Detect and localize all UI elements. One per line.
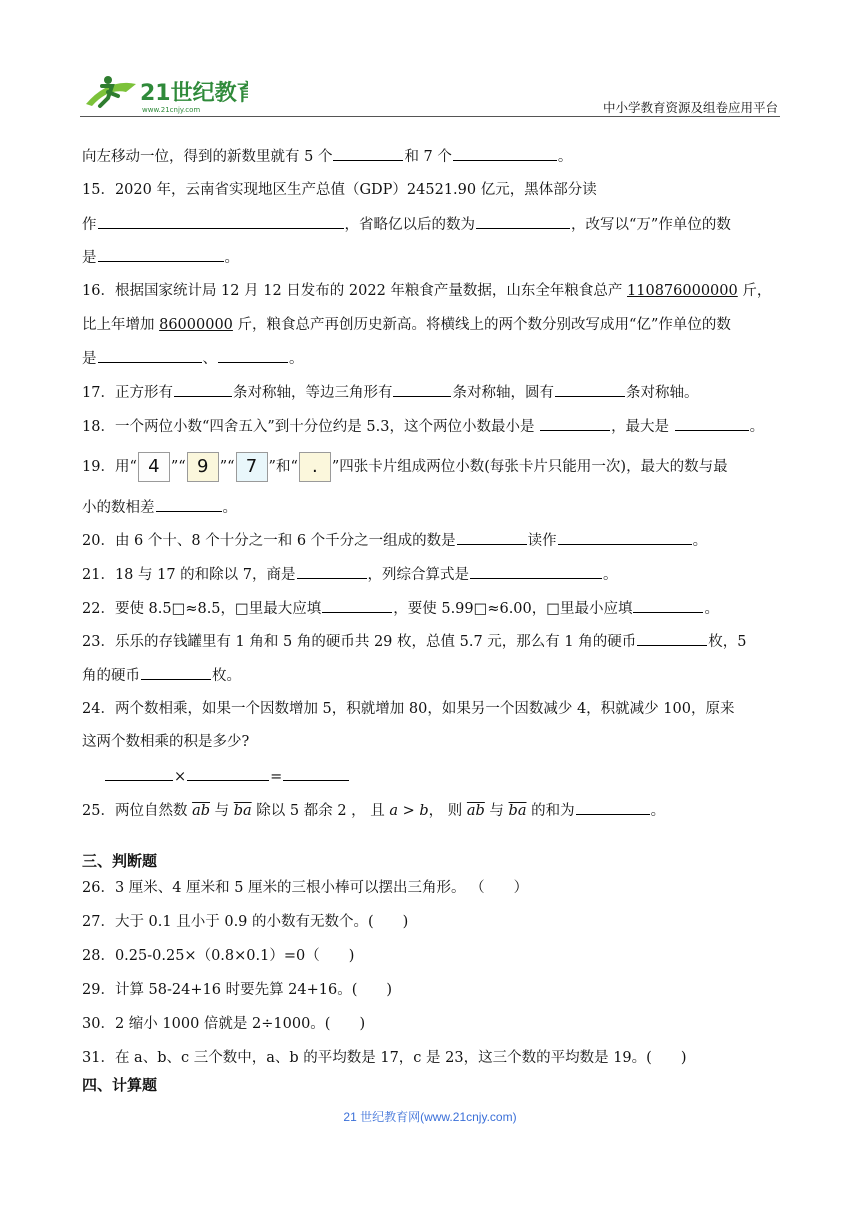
answer-blank[interactable]	[105, 766, 173, 781]
question-16-line2: 比上年增加 86000000 斤，粮食总产再创历史新高。将横线上的两个数分别改写成用“亿”作单位的数	[82, 317, 731, 333]
question-24-line2: 这两个数相乘的积是多少?	[82, 734, 250, 750]
answer-blank[interactable]	[297, 564, 367, 579]
number-card: 9	[187, 452, 219, 482]
question-19-line2: 小的数相差 。	[82, 497, 237, 518]
answer-blank[interactable]	[156, 497, 222, 512]
answer-blank[interactable]	[633, 598, 703, 613]
answer-blank[interactable]	[283, 766, 349, 781]
question-26: 26．3 厘米、4 厘米和 5 厘米的三根小棒可以摆出三角形。 （ ）	[82, 880, 529, 896]
answer-blank[interactable]	[453, 146, 557, 161]
answer-blank[interactable]	[555, 382, 625, 397]
answer-blank[interactable]	[393, 382, 451, 397]
question-31: 31．在 a、b、c 三个数中，a、b 的平均数是 17，c 是 23，这三个数的平均数是 19。( )	[82, 1050, 687, 1066]
answer-blank[interactable]	[98, 348, 202, 363]
question-15-line2: 作 ，省略亿以后的数为 ，改写以“万”作单位的数	[82, 214, 731, 235]
question-21: 21．18 与 17 的和除以 7，商是 ，列综合算式是 。	[82, 564, 618, 585]
question-16-line3: 是 、 。	[82, 348, 304, 369]
underlined-number: 110876000000	[627, 283, 738, 299]
section-title-judgement: 三、判断题	[82, 852, 158, 870]
question-25: 25．两位自然数 $\overline{ab}$ 与 $\overline{ba}$ 除以 5 都余 2 ， 且 a > b， 则 $\overline{ab}$ 与 $\overline{ba}$ 的和为 。	[82, 800, 665, 821]
underlined-number: 86000000	[159, 317, 233, 333]
answer-blank[interactable]	[98, 214, 344, 229]
logo-url: www.21cnjy.com	[142, 106, 201, 114]
question-24-equation: × =	[104, 766, 350, 787]
condition: a > b	[389, 803, 429, 819]
question-27: 27．大于 0.1 且小于 0.9 的小数有无数个。( )	[82, 914, 409, 930]
platform-name: 中小学教育资源及组卷应用平台	[602, 100, 778, 115]
question-20: 20．由 6 个十、8 个十分之一和 6 个千分之一组成的数是 读作 。	[82, 530, 707, 551]
answer-blank[interactable]	[576, 800, 650, 815]
site-logo	[78, 70, 248, 116]
header-divider	[80, 116, 780, 117]
section-title-calculation: 四、计算题	[82, 1076, 158, 1094]
answer-blank[interactable]	[637, 631, 707, 646]
question-17: 17．正方形有 条对称轴，等边三角形有 条对称轴，圆有 条对称轴。	[82, 382, 698, 403]
number-ab: $\overline{ab}$	[192, 803, 210, 819]
answer-blank[interactable]	[476, 214, 570, 229]
question-22: 22．要使 8.5□≈8.5，□里最大应填 ，要使 5.99□≈6.00，□里最小应填 。	[82, 598, 719, 619]
number-card: 7	[236, 452, 268, 482]
number-ba: $\overline{ba}$	[233, 803, 252, 819]
answer-blank[interactable]	[457, 530, 527, 545]
answer-blank[interactable]	[141, 665, 211, 680]
question-24: 24．两个数相乘，如果一个因数增加 5，积就增加 80，如果另一个因数减少 4，积就减少 100，原来	[82, 701, 735, 717]
answer-blank[interactable]	[187, 766, 269, 781]
answer-blank[interactable]	[675, 416, 749, 431]
answer-blank[interactable]	[540, 416, 610, 431]
answer-blank[interactable]	[322, 598, 392, 613]
footer-link[interactable]: 21 世纪教育网(www.21cnjy.com)	[343, 1110, 517, 1124]
question-23: 23．乐乐的存钱罐里有 1 角和 5 角的硬币共 29 枚，总值 5.7 元，那么有 1 角的硬币 枚，5	[82, 631, 746, 652]
answer-blank[interactable]	[470, 564, 602, 579]
question-29: 29．计算 58-24+16 时要先算 24+16。( )	[82, 982, 393, 998]
answer-blank[interactable]	[333, 146, 403, 161]
question-30: 30．2 缩小 1000 倍就是 2÷1000。( )	[82, 1016, 366, 1032]
question-19: 19．用“ 4 ”“ 9 ”“ 7 ”和“ . ”四张卡片组成两位小数(每张卡片只能用一次)，最大的数与最	[82, 451, 728, 483]
question-18: 18．一个两位小数“四舍五入”到十分位约是 5.3，这个两位小数最小是 ，最大是 。	[82, 416, 764, 437]
logo-text: 21世纪教育	[140, 81, 248, 106]
question-23-line2: 角的硬币 枚。	[82, 665, 241, 686]
question-16: 16．根据国家统计局 12 月 12 日发布的 2022 年粮食产量数据，山东全年粮食总产 110876000000 斤，	[82, 283, 772, 299]
number-card: 4	[138, 452, 170, 482]
answer-blank[interactable]	[98, 247, 224, 262]
decimal-point-card: .	[299, 452, 331, 482]
question-15-line3: 是 。	[82, 247, 239, 268]
question-15: 15．2020 年，云南省实现地区生产总值（GDP）24521.90 亿元，黑体部分读	[82, 182, 597, 198]
question-14-tail: 向左移动一位，得到的新数里就有 5 个 和 7 个 。	[82, 146, 572, 167]
answer-blank[interactable]	[174, 382, 232, 397]
answer-blank[interactable]	[218, 348, 288, 363]
question-28: 28．0.25-0.25×（0.8×0.1）=0（ )	[82, 948, 355, 964]
answer-blank[interactable]	[558, 530, 692, 545]
